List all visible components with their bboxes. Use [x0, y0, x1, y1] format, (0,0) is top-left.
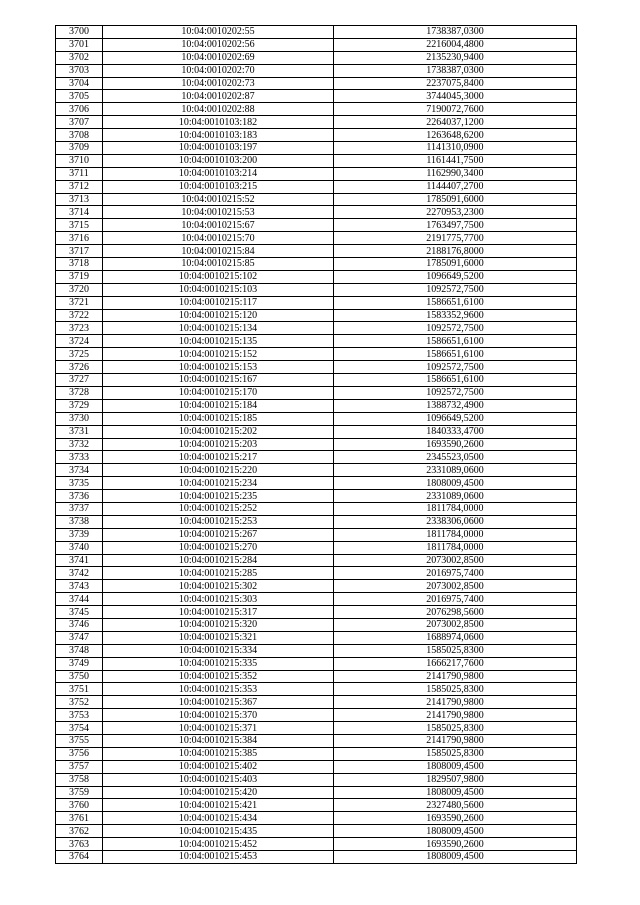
cadastral-number-cell: 10:04:0010215:320	[103, 618, 334, 631]
row-number-cell: 3751	[56, 683, 103, 696]
table-row	[56, 644, 577, 657]
cadastral-value-cell: 2237075,8400	[334, 77, 577, 90]
cadastral-number-cell: 10:04:0010103:183	[103, 129, 334, 142]
cadastral-value-cell: 1738387,0300	[334, 64, 577, 77]
cadastral-number-cell: 10:04:0010215:102	[103, 270, 334, 283]
cadastral-number-cell: 10:04:0010103:197	[103, 142, 334, 155]
row-number-cell: 3725	[56, 348, 103, 361]
cadastral-value-cell: 1738387,0300	[334, 26, 577, 39]
table-row	[56, 309, 577, 322]
cadastral-number-cell: 10:04:0010215:402	[103, 760, 334, 773]
cadastral-value-cell: 1808009,4500	[334, 851, 577, 864]
table-row	[56, 258, 577, 271]
cadastral-number-cell: 10:04:0010103:214	[103, 167, 334, 180]
row-number-cell: 3702	[56, 51, 103, 64]
row-number-cell: 3736	[56, 490, 103, 503]
cadastral-value-cell: 2188176,8000	[334, 245, 577, 258]
cadastral-value-cell: 2141790,9800	[334, 696, 577, 709]
table-body	[56, 26, 577, 864]
row-number-cell: 3744	[56, 593, 103, 606]
table-row	[56, 245, 577, 258]
table-row	[56, 502, 577, 515]
table-row	[56, 812, 577, 825]
row-number-cell: 3735	[56, 477, 103, 490]
row-number-cell: 3757	[56, 760, 103, 773]
cadastral-number-cell: 10:04:0010215:321	[103, 631, 334, 644]
cadastral-number-cell: 10:04:0010202:69	[103, 51, 334, 64]
row-number-cell: 3733	[56, 451, 103, 464]
cadastral-value-cell: 2338306,0600	[334, 515, 577, 528]
cadastral-value-cell: 2016975,7400	[334, 567, 577, 580]
cadastral-number-cell: 10:04:0010215:421	[103, 799, 334, 812]
table-row	[56, 296, 577, 309]
cadastral-number-cell: 10:04:0010215:303	[103, 593, 334, 606]
table-row	[56, 734, 577, 747]
row-number-cell: 3727	[56, 374, 103, 387]
table-row	[56, 528, 577, 541]
row-number-cell: 3705	[56, 90, 103, 103]
cadastral-value-cell: 2331089,0600	[334, 464, 577, 477]
cadastral-value-cell: 1829507,9800	[334, 773, 577, 786]
table-row	[56, 283, 577, 296]
table-row	[56, 348, 577, 361]
table-row	[56, 180, 577, 193]
cadastral-value-cell: 1096649,5200	[334, 270, 577, 283]
table-row	[56, 464, 577, 477]
table-row	[56, 838, 577, 851]
row-number-cell: 3703	[56, 64, 103, 77]
table-row	[56, 51, 577, 64]
cadastral-value-cell: 2016975,7400	[334, 593, 577, 606]
table-row	[56, 399, 577, 412]
table-row	[56, 670, 577, 683]
table-row	[56, 799, 577, 812]
table-row	[56, 515, 577, 528]
table-row	[56, 631, 577, 644]
table-row	[56, 425, 577, 438]
row-number-cell: 3713	[56, 193, 103, 206]
row-number-cell: 3701	[56, 38, 103, 51]
cadastral-number-cell: 10:04:0010215:285	[103, 567, 334, 580]
cadastral-value-cell: 2345523,0500	[334, 451, 577, 464]
table-row	[56, 129, 577, 142]
cadastral-number-cell: 10:04:0010103:200	[103, 154, 334, 167]
cadastral-value-cell: 1586651,6100	[334, 348, 577, 361]
cadastral-value-cell: 1092572,7500	[334, 322, 577, 335]
cadastral-number-cell: 10:04:0010215:85	[103, 258, 334, 271]
cadastral-number-cell: 10:04:0010215:267	[103, 528, 334, 541]
row-number-cell: 3741	[56, 554, 103, 567]
cadastral-value-cell: 1811784,0000	[334, 541, 577, 554]
cadastral-value-cell: 1092572,7500	[334, 283, 577, 296]
cadastral-value-cell: 1586651,6100	[334, 335, 577, 348]
cadastral-number-cell: 10:04:0010202:73	[103, 77, 334, 90]
cadastral-number-cell: 10:04:0010202:87	[103, 90, 334, 103]
cadastral-number-cell: 10:04:0010215:170	[103, 386, 334, 399]
table-row	[56, 709, 577, 722]
row-number-cell: 3729	[56, 399, 103, 412]
row-number-cell: 3715	[56, 219, 103, 232]
cadastral-number-cell: 10:04:0010215:353	[103, 683, 334, 696]
table-row	[56, 412, 577, 425]
cadastral-value-cell: 1141310,0900	[334, 142, 577, 155]
cadastral-value-cell: 1585025,8300	[334, 747, 577, 760]
cadastral-value-cell: 2076298,5600	[334, 606, 577, 619]
cadastral-number-cell: 10:04:0010215:453	[103, 851, 334, 864]
table-row	[56, 142, 577, 155]
row-number-cell: 3714	[56, 206, 103, 219]
cadastral-value-cell: 1162990,3400	[334, 167, 577, 180]
row-number-cell: 3748	[56, 644, 103, 657]
row-number-cell: 3724	[56, 335, 103, 348]
cadastral-number-cell: 10:04:0010215:452	[103, 838, 334, 851]
cadastral-number-cell: 10:04:0010215:135	[103, 335, 334, 348]
cadastral-value-cell: 2141790,9800	[334, 670, 577, 683]
cadastral-value-cell: 1161441,7500	[334, 154, 577, 167]
table-row	[56, 438, 577, 451]
cadastral-number-cell: 10:04:0010215:70	[103, 232, 334, 245]
cadastral-value-cell: 2141790,9800	[334, 734, 577, 747]
cadastral-number-cell: 10:04:0010215:434	[103, 812, 334, 825]
cadastral-number-cell: 10:04:0010215:385	[103, 747, 334, 760]
row-number-cell: 3753	[56, 709, 103, 722]
row-number-cell: 3706	[56, 103, 103, 116]
cadastral-value-cell: 1144407,2700	[334, 180, 577, 193]
row-number-cell: 3764	[56, 851, 103, 864]
row-number-cell: 3723	[56, 322, 103, 335]
row-number-cell: 3707	[56, 116, 103, 129]
cadastral-number-cell: 10:04:0010215:67	[103, 219, 334, 232]
row-number-cell: 3718	[56, 258, 103, 271]
row-number-cell: 3743	[56, 580, 103, 593]
row-number-cell: 3750	[56, 670, 103, 683]
row-number-cell: 3758	[56, 773, 103, 786]
table-row	[56, 696, 577, 709]
table-row	[56, 451, 577, 464]
table-row	[56, 786, 577, 799]
cadastral-value-cell: 2216004,4800	[334, 38, 577, 51]
cadastral-number-cell: 10:04:0010215:284	[103, 554, 334, 567]
cadastral-number-cell: 10:04:0010202:70	[103, 64, 334, 77]
cadastral-value-cell: 1693590,2600	[334, 438, 577, 451]
cadastral-number-cell: 10:04:0010202:88	[103, 103, 334, 116]
table-row	[56, 477, 577, 490]
cadastral-number-cell: 10:04:0010215:334	[103, 644, 334, 657]
cadastral-value-cell: 1586651,6100	[334, 296, 577, 309]
row-number-cell: 3731	[56, 425, 103, 438]
table-row	[56, 606, 577, 619]
cadastral-number-cell: 10:04:0010215:270	[103, 541, 334, 554]
table-row	[56, 26, 577, 39]
row-number-cell: 3717	[56, 245, 103, 258]
cadastral-number-cell: 10:04:0010215:103	[103, 283, 334, 296]
cadastral-value-cell: 1693590,2600	[334, 838, 577, 851]
cadastral-value-cell: 2073002,8500	[334, 554, 577, 567]
row-number-cell: 3747	[56, 631, 103, 644]
row-number-cell: 3760	[56, 799, 103, 812]
row-number-cell: 3704	[56, 77, 103, 90]
cadastral-value-cell: 1693590,2600	[334, 812, 577, 825]
cadastral-value-cell: 1092572,7500	[334, 361, 577, 374]
cadastral-value-cell: 2141790,9800	[334, 709, 577, 722]
row-number-cell: 3720	[56, 283, 103, 296]
row-number-cell: 3730	[56, 412, 103, 425]
cadastral-number-cell: 10:04:0010215:202	[103, 425, 334, 438]
row-number-cell: 3752	[56, 696, 103, 709]
cadastral-number-cell: 10:04:0010215:203	[103, 438, 334, 451]
row-number-cell: 3754	[56, 722, 103, 735]
cadastral-number-cell: 10:04:0010215:217	[103, 451, 334, 464]
row-number-cell: 3763	[56, 838, 103, 851]
cadastral-value-cell: 1096649,5200	[334, 412, 577, 425]
cadastral-value-cell: 1763497,7500	[334, 219, 577, 232]
cadastral-value-cell: 2270953,2300	[334, 206, 577, 219]
row-number-cell: 3740	[56, 541, 103, 554]
cadastral-value-cell: 1811784,0000	[334, 528, 577, 541]
cadastral-number-cell: 10:04:0010215:420	[103, 786, 334, 799]
cadastral-number-cell: 10:04:0010202:56	[103, 38, 334, 51]
cadastral-value-cell: 2191775,7700	[334, 232, 577, 245]
table-row	[56, 386, 577, 399]
table-row	[56, 618, 577, 631]
cadastral-value-cell: 1808009,4500	[334, 477, 577, 490]
cadastral-value-cell: 1583352,9600	[334, 309, 577, 322]
table-row	[56, 490, 577, 503]
table-row	[56, 722, 577, 735]
table-row	[56, 103, 577, 116]
cadastral-value-cell: 1666217,7600	[334, 657, 577, 670]
row-number-cell: 3745	[56, 606, 103, 619]
cadastral-number-cell: 10:04:0010215:235	[103, 490, 334, 503]
cadastral-number-cell: 10:04:0010215:120	[103, 309, 334, 322]
cadastral-value-cell: 2073002,8500	[334, 580, 577, 593]
cadastral-value-cell: 1688974,0600	[334, 631, 577, 644]
row-number-cell: 3762	[56, 825, 103, 838]
cadastral-value-cell: 1808009,4500	[334, 760, 577, 773]
cadastral-number-cell: 10:04:0010215:317	[103, 606, 334, 619]
cadastral-value-cell: 1808009,4500	[334, 825, 577, 838]
table-row	[56, 683, 577, 696]
cadastral-number-cell: 10:04:0010215:84	[103, 245, 334, 258]
row-number-cell: 3700	[56, 26, 103, 39]
row-number-cell: 3708	[56, 129, 103, 142]
row-number-cell: 3746	[56, 618, 103, 631]
row-number-cell: 3710	[56, 154, 103, 167]
table-row	[56, 567, 577, 580]
table-row	[56, 335, 577, 348]
table-row	[56, 657, 577, 670]
row-number-cell: 3712	[56, 180, 103, 193]
cadastral-number-cell: 10:04:0010215:335	[103, 657, 334, 670]
cadastral-value-cell: 1785091,6000	[334, 193, 577, 206]
row-number-cell: 3711	[56, 167, 103, 180]
cadastral-number-cell: 10:04:0010202:55	[103, 26, 334, 39]
cadastral-value-cell: 1811784,0000	[334, 502, 577, 515]
table-row	[56, 77, 577, 90]
table-row	[56, 541, 577, 554]
cadastral-number-cell: 10:04:0010215:220	[103, 464, 334, 477]
row-number-cell: 3761	[56, 812, 103, 825]
cadastral-number-cell: 10:04:0010215:371	[103, 722, 334, 735]
row-number-cell: 3742	[56, 567, 103, 580]
cadastral-number-cell: 10:04:0010215:253	[103, 515, 334, 528]
cadastral-value-cell: 3744045,3000	[334, 90, 577, 103]
row-number-cell: 3739	[56, 528, 103, 541]
cadastral-number-cell: 10:04:0010215:252	[103, 502, 334, 515]
row-number-cell: 3749	[56, 657, 103, 670]
row-number-cell: 3732	[56, 438, 103, 451]
table-row	[56, 554, 577, 567]
table-row	[56, 270, 577, 283]
row-number-cell: 3709	[56, 142, 103, 155]
cadastral-number-cell: 10:04:0010215:184	[103, 399, 334, 412]
table-row	[56, 116, 577, 129]
table-row	[56, 374, 577, 387]
table-row	[56, 206, 577, 219]
cadastral-number-cell: 10:04:0010215:234	[103, 477, 334, 490]
table-row	[56, 773, 577, 786]
cadastral-number-cell: 10:04:0010215:403	[103, 773, 334, 786]
cadastral-number-cell: 10:04:0010215:302	[103, 580, 334, 593]
cadastral-number-cell: 10:04:0010215:153	[103, 361, 334, 374]
table-row	[56, 193, 577, 206]
cadastral-number-cell: 10:04:0010215:134	[103, 322, 334, 335]
cadastral-number-cell: 10:04:0010215:352	[103, 670, 334, 683]
cadastral-value-cell: 1263648,6200	[334, 129, 577, 142]
row-number-cell: 3726	[56, 361, 103, 374]
cadastral-value-cell: 1808009,4500	[334, 786, 577, 799]
cadastral-value-cell: 1585025,8300	[334, 722, 577, 735]
row-number-cell: 3722	[56, 309, 103, 322]
table-row	[56, 593, 577, 606]
row-number-cell: 3759	[56, 786, 103, 799]
cadastral-number-cell: 10:04:0010103:215	[103, 180, 334, 193]
cadastral-number-cell: 10:04:0010215:370	[103, 709, 334, 722]
table-row	[56, 580, 577, 593]
cadastral-number-cell: 10:04:0010215:53	[103, 206, 334, 219]
cadastral-number-cell: 10:04:0010215:367	[103, 696, 334, 709]
cadastral-value-cell: 2331089,0600	[334, 490, 577, 503]
cadastral-value-cell: 1092572,7500	[334, 386, 577, 399]
row-number-cell: 3738	[56, 515, 103, 528]
cadastral-number-cell: 10:04:0010215:435	[103, 825, 334, 838]
row-number-cell: 3719	[56, 270, 103, 283]
cadastral-value-cell: 2327480,5600	[334, 799, 577, 812]
cadastral-value-cell: 2135230,9400	[334, 51, 577, 64]
cadastral-value-cell: 1585025,8300	[334, 644, 577, 657]
table-row	[56, 154, 577, 167]
table-row	[56, 361, 577, 374]
table-row	[56, 64, 577, 77]
table-row	[56, 38, 577, 51]
table-row	[56, 167, 577, 180]
cadastral-value-cell: 2073002,8500	[334, 618, 577, 631]
cadastral-value-cell: 2264037,1200	[334, 116, 577, 129]
cadastral-value-cell: 1840333,4700	[334, 425, 577, 438]
table-row	[56, 760, 577, 773]
row-number-cell: 3755	[56, 734, 103, 747]
cadastral-number-cell: 10:04:0010215:52	[103, 193, 334, 206]
table-row	[56, 219, 577, 232]
cadastral-value-cell: 1586651,6100	[334, 374, 577, 387]
cadastral-number-cell: 10:04:0010215:167	[103, 374, 334, 387]
row-number-cell: 3734	[56, 464, 103, 477]
cadastral-value-cell: 1585025,8300	[334, 683, 577, 696]
table-row	[56, 747, 577, 760]
cadastral-number-cell: 10:04:0010215:185	[103, 412, 334, 425]
cadastral-value-table	[55, 25, 577, 864]
table-row	[56, 232, 577, 245]
table-row	[56, 90, 577, 103]
row-number-cell: 3756	[56, 747, 103, 760]
table-row	[56, 322, 577, 335]
cadastral-number-cell: 10:04:0010215:152	[103, 348, 334, 361]
cadastral-value-cell: 1785091,6000	[334, 258, 577, 271]
row-number-cell: 3716	[56, 232, 103, 245]
cadastral-number-cell: 10:04:0010103:182	[103, 116, 334, 129]
row-number-cell: 3721	[56, 296, 103, 309]
cadastral-number-cell: 10:04:0010215:384	[103, 734, 334, 747]
row-number-cell: 3737	[56, 502, 103, 515]
cadastral-value-cell: 7190072,7600	[334, 103, 577, 116]
row-number-cell: 3728	[56, 386, 103, 399]
table-row	[56, 851, 577, 864]
cadastral-value-cell: 1388732,4900	[334, 399, 577, 412]
cadastral-number-cell: 10:04:0010215:117	[103, 296, 334, 309]
table-row	[56, 825, 577, 838]
